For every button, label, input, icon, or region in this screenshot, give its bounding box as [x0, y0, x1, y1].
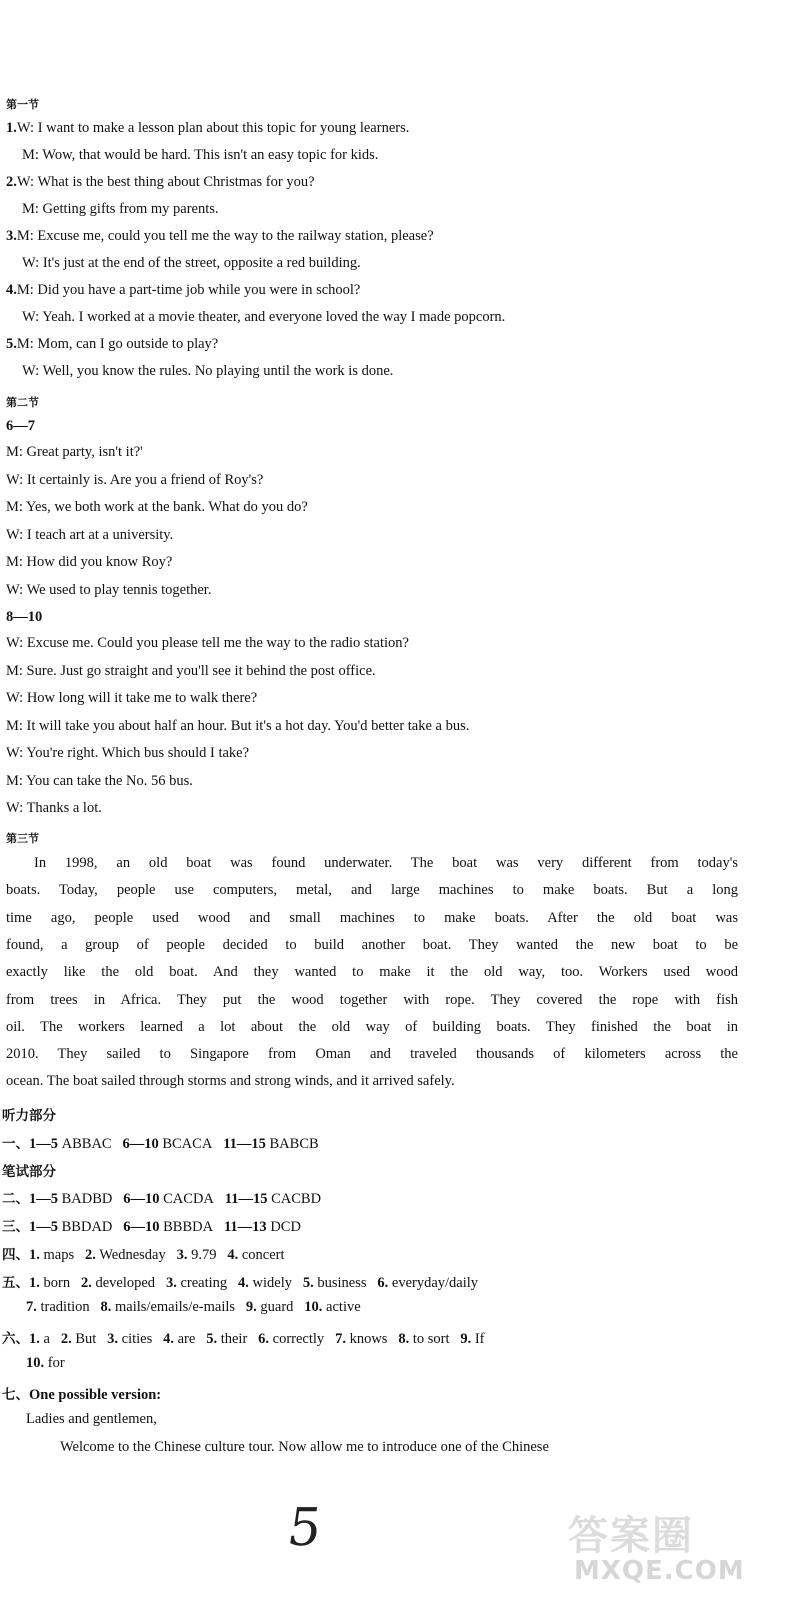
- dialog-line: [22, 309, 505, 326]
- dialog-text: We used to play tennis together.: [26, 581, 212, 598]
- answer-number: 7.: [26, 1299, 37, 1315]
- speaker-label: W:: [6, 690, 24, 706]
- dialog-line: [6, 690, 257, 707]
- answer-number: 7.: [335, 1331, 346, 1347]
- answer-number: 2.: [80, 1275, 92, 1291]
- dialog-line: [6, 527, 173, 544]
- dialog-line: [22, 255, 361, 272]
- dialog-line: [6, 800, 102, 817]
- answer-number: 6.: [377, 1275, 389, 1291]
- answer-value: Wednesday: [99, 1247, 166, 1263]
- dialog-text: Thanks a lot.: [26, 800, 102, 816]
- speaker-label: W:: [6, 471, 24, 488]
- section-heading-3: 第三节: [6, 832, 39, 845]
- answer-number: 8.: [100, 1299, 112, 1315]
- speaker-label: M:: [16, 282, 34, 298]
- speaker-label: W:: [22, 363, 40, 379]
- item-number: 5.: [6, 336, 17, 352]
- answer-value: everyday/daily: [391, 1275, 479, 1291]
- answer-number: 6.: [258, 1331, 270, 1347]
- answer-value: guard: [260, 1299, 294, 1315]
- answer-row-san: 三、1—5 BBDAD 6—10 BBBDA 11—13 DCD: [2, 1219, 301, 1235]
- dialog-text: I teach art at a university.: [26, 526, 174, 543]
- answer-number: 5.: [206, 1331, 218, 1347]
- passage-line: exactly like the old boat. And they wanted to make it the old way, too. Workers used wood: [6, 964, 738, 981]
- answer-row-er: 二、1—5 BADBD 6—10 CACDA 11—15 CACBD: [2, 1191, 322, 1207]
- answer-row-wu-1: [2, 1271, 478, 1292]
- speaker-label: M:: [6, 444, 23, 460]
- passage-line: 2010. They sailed to Singapore from Oman and traveled thousands of kilometers across the: [6, 1046, 738, 1063]
- answer-value: mails/emails/e-mails: [115, 1299, 236, 1315]
- dialog-text: Mom, can I go outside to play?: [37, 336, 219, 352]
- item-number: 2.: [6, 174, 17, 190]
- answer-row-yi: 一、1—5 ABBAC 6—10 BCACA 11—15 BABCB: [2, 1136, 319, 1152]
- dialog-line: [6, 336, 218, 353]
- dialog-label-8-10: 8—10: [6, 609, 43, 625]
- answer-row-liu-1: [2, 1327, 485, 1348]
- answer-row-si: [2, 1243, 285, 1264]
- answer-value: to sort: [412, 1331, 450, 1347]
- answer-value: knows: [349, 1331, 388, 1347]
- answer-value: concert: [241, 1247, 285, 1263]
- passage-line: In 1998, an old boat was found underwater. The boat was very different from today's: [34, 855, 738, 871]
- dialog-line: [6, 554, 172, 571]
- essay-greeting: Ladies and gentlemen,: [26, 1411, 157, 1427]
- answer-value: correctly: [272, 1331, 325, 1347]
- answer-value: developed: [95, 1275, 156, 1291]
- dialog-line: [6, 499, 308, 516]
- dialog-line: [6, 745, 249, 762]
- answer-value: born: [43, 1275, 71, 1291]
- answer-value: are: [177, 1331, 196, 1347]
- answer-number: 8.: [398, 1331, 410, 1347]
- answer-number: 2.: [84, 1247, 96, 1263]
- passage-line: found, a group of people decided to build another boat. They wanted the new boat to be: [6, 936, 738, 953]
- dialog-line: [6, 120, 409, 137]
- answer-number: 5.: [302, 1275, 314, 1291]
- watermark-cn: 答案圈: [568, 1513, 694, 1559]
- dialog-text: Great party, isn't it?': [26, 444, 143, 460]
- dialog-text: How did you know Roy?: [26, 554, 173, 570]
- dialog-text: Well, you know the rules. No playing until the work is done.: [42, 363, 394, 379]
- speaker-label: W:: [16, 174, 35, 190]
- speaker-label: M:: [6, 499, 23, 515]
- answer-number: 4.: [163, 1331, 174, 1347]
- speaker-label: M:: [22, 147, 39, 163]
- answer-row-wu-2: [26, 1299, 361, 1316]
- dialog-line: [6, 472, 263, 489]
- dialog-line: [6, 282, 360, 299]
- answer-number: 9.: [245, 1299, 257, 1315]
- passage-line: oil. The workers learned a lot about the old way of building boats. They finished the boat in: [6, 1018, 738, 1035]
- answer-number: 9.: [460, 1331, 472, 1347]
- dialog-text: Excuse me, could you tell me the way to the railway station, please?: [37, 228, 434, 244]
- speaker-label: W:: [6, 635, 24, 651]
- dialog-line: [6, 773, 193, 790]
- speaker-label: M:: [6, 772, 23, 789]
- item-number: 1.: [6, 120, 17, 136]
- answer-value: active: [326, 1299, 361, 1315]
- speaker-label: M:: [22, 201, 39, 217]
- dialog-line: [22, 363, 393, 380]
- row-prefix: 六、: [2, 1331, 29, 1347]
- dialog-text: I want to make a lesson plan about this topic for young learners.: [37, 120, 410, 136]
- row-prefix: 四、: [2, 1247, 29, 1263]
- speaker-label: M:: [6, 554, 23, 570]
- answer-value: But: [75, 1331, 97, 1347]
- dialog-text: How long will it take me to walk there?: [26, 690, 258, 706]
- dialog-text: It will take you about half an hour. But it's a hot day. You'd better take a bus.: [26, 717, 470, 734]
- speaker-label: W:: [22, 309, 40, 325]
- answer-value: 9.79: [191, 1247, 217, 1263]
- answer-number: 3.: [165, 1275, 177, 1291]
- writing-header: 笔试部分: [2, 1164, 56, 1180]
- answer-number: 1.: [29, 1331, 40, 1347]
- passage-line: boats. Today, people use computers, metal, and large machines to make boats. But a long: [6, 882, 738, 899]
- dialog-text: Wow, that would be hard. This isn't an easy topic for kids.: [42, 147, 379, 163]
- essay-line-1: Welcome to the Chinese culture tour. Now allow me to introduce one of the Chinese: [60, 1439, 549, 1455]
- dialog-line: [6, 582, 211, 599]
- speaker-label: W:: [6, 800, 24, 816]
- dialog-label-6-7: 6—7: [6, 418, 35, 434]
- speaker-label: M:: [6, 662, 23, 679]
- dialog-line: [6, 718, 469, 735]
- answer-number: 4.: [238, 1275, 249, 1291]
- item-number: 4.: [6, 282, 17, 298]
- passage-line: time ago, people used wood and small machines to make boats. After the old boat was: [6, 909, 738, 926]
- dialog-text: You can take the No. 56 bus.: [26, 772, 193, 789]
- speaker-label: M:: [6, 717, 23, 734]
- answer-value: a: [43, 1331, 50, 1347]
- answer-value: tradition: [40, 1299, 90, 1315]
- dialog-text: What is the best thing about Christmas for you?: [37, 174, 315, 190]
- dialog-text: Yeah. I worked at a movie theater, and everyone loved the way I made popcorn.: [42, 309, 506, 325]
- dialog-text: You're right. Which bus should I take?: [26, 745, 250, 761]
- answer-value: their: [220, 1331, 248, 1347]
- dialog-text: Getting gifts from my parents.: [42, 201, 219, 217]
- speaker-label: M:: [16, 336, 34, 352]
- speaker-label: W:: [6, 581, 24, 598]
- passage-line: from trees in Africa. They put the wood together with rope. They covered the rope with fish: [6, 991, 738, 1008]
- answer-number: 3.: [176, 1247, 188, 1263]
- answer-value: If: [474, 1331, 485, 1347]
- section-heading-2: 第二节: [6, 396, 39, 409]
- speaker-label: W:: [16, 120, 35, 136]
- answer-value: business: [317, 1275, 367, 1291]
- dialog-text: It certainly is. Are you a friend of Roy's?: [26, 471, 264, 488]
- answer-value: for: [47, 1355, 65, 1371]
- watermark-en: MXQE.COM: [574, 1556, 745, 1586]
- item-number: 3.: [6, 228, 17, 244]
- dialog-text: Excuse me. Could you please tell me the way to the radio station?: [26, 635, 409, 651]
- answer-number: 2.: [60, 1331, 72, 1347]
- answer-number: 10.: [304, 1299, 323, 1315]
- dialog-line: [6, 174, 315, 191]
- dialog-text: Sure. Just go straight and you'll see it behind the post office.: [26, 662, 376, 679]
- answer-number: 10.: [26, 1355, 45, 1371]
- answer-value: cities: [121, 1331, 153, 1347]
- dialog-text: It's just at the end of the street, opposite a red building.: [42, 255, 361, 271]
- answer-row-liu-2: [26, 1355, 65, 1372]
- dialog-line: [6, 663, 376, 680]
- dialog-text: Yes, we both work at the bank. What do you do?: [26, 499, 308, 515]
- dialog-line: [22, 201, 219, 218]
- speaker-label: M:: [16, 228, 34, 244]
- answer-number: 3.: [107, 1331, 119, 1347]
- dialog-line: [6, 635, 409, 652]
- section-heading-1: 第一节: [6, 98, 39, 111]
- answer-row-qi: 七、One possible version:: [2, 1387, 162, 1403]
- page-number: 5: [283, 1498, 326, 1558]
- answer-value: creating: [180, 1275, 228, 1291]
- answer-value: maps: [43, 1247, 75, 1263]
- dialog-text: Did you have a part-time job while you were in school?: [37, 282, 361, 298]
- answer-number: 1.: [29, 1275, 40, 1291]
- speaker-label: W:: [6, 745, 24, 761]
- answer-number: 1.: [29, 1247, 40, 1263]
- dialog-line: [6, 444, 143, 461]
- dialog-line: [22, 147, 378, 164]
- answer-value: widely: [252, 1275, 292, 1291]
- speaker-label: W:: [6, 526, 24, 543]
- dialog-line: [6, 228, 434, 245]
- answer-number: 4.: [227, 1247, 239, 1263]
- passage-line: ocean. The boat sailed through storms and strong winds, and it arrived safely.: [6, 1073, 455, 1090]
- listening-header: 听力部分: [2, 1108, 56, 1124]
- watermark: [560, 1500, 780, 1600]
- row-prefix: 五、: [2, 1275, 29, 1291]
- speaker-label: W:: [22, 255, 40, 271]
